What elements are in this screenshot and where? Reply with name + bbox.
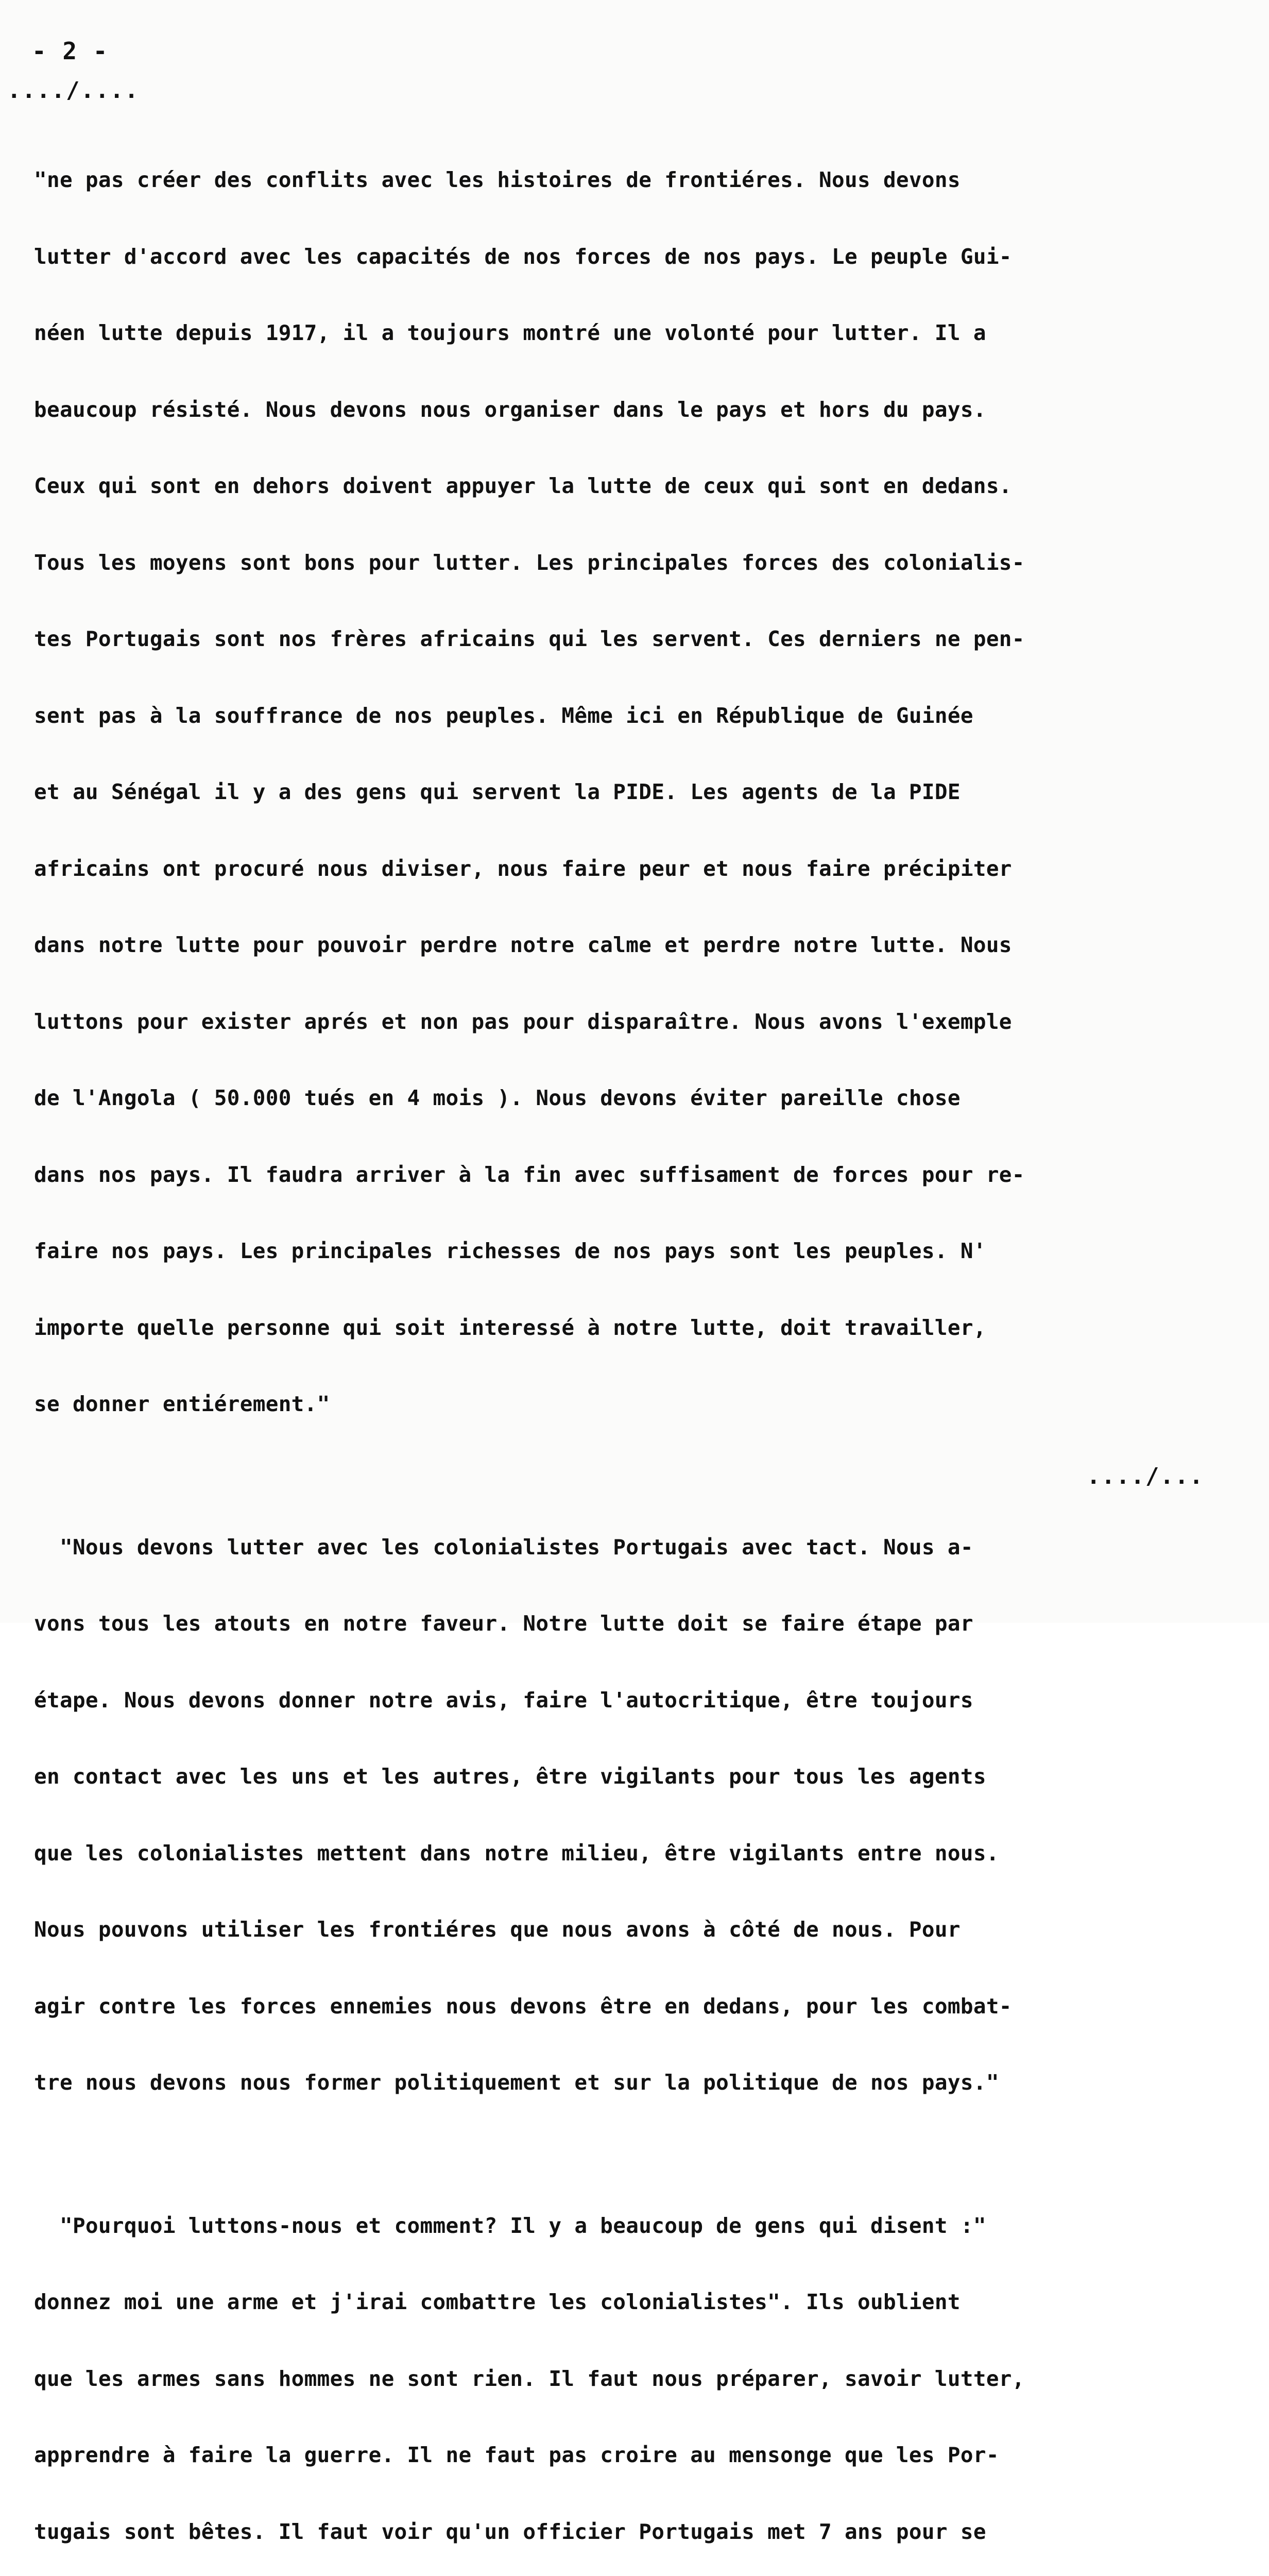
text-line: africains ont procuré nous diviser, nous faire peur et nous faire précipiter [34, 856, 1249, 882]
text-line: Ceux qui sont en dehors doivent appuyer la lutte de ceux qui sont en dedans. [34, 473, 1249, 499]
text-line: se donner entiérement." [34, 1392, 1249, 1417]
text-line: apprendre à faire la guerre. Il ne faut pas croire au mensonge que les Por- [34, 2443, 1249, 2468]
text-line: tugais sont bêtes. Il faut voir qu'un officier Portugais met 7 ans pour se [34, 2519, 1249, 2545]
text-line: tre nous devons nous former politiquement et sur la politique de nos pays." [34, 2070, 1249, 2096]
text-line: Nous pouvons utiliser les frontiéres que nous avons à côté de nous. Pour [34, 1917, 1249, 1943]
text-line: étape. Nous devons donner notre avis, faire l'autocritique, être toujours [34, 1688, 1249, 1714]
text-line: tes Portugais sont nos frères africains qui les servent. Ces derniers ne pen- [34, 626, 1249, 652]
text-line: vons tous les atouts en notre faveur. Notre lutte doit se faire étape par [34, 1611, 1249, 1637]
text-line: "Nous devons lutter avec les colonialistes Portugais avec tact. Nous a- [34, 1535, 1249, 1561]
text-line: dans nos pays. Il faudra arriver à la fin avec suffisament de forces pour re- [34, 1162, 1249, 1188]
text-line: dans notre lutte pour pouvoir perdre notre calme et perdre notre lutte. Nous [34, 933, 1249, 958]
text-line: et au Sénégal il y a des gens qui servent la PIDE. Les agents de la PIDE [34, 779, 1249, 805]
paragraph [34, 116, 1249, 1468]
continuation-marker-top: ..../.... [7, 77, 139, 104]
text-line: "ne pas créer des conflits avec les histoires de frontiéres. Nous devons [34, 167, 1249, 193]
text-line: sent pas à la souffrance de nos peuples. Même ici en République de Guinée [34, 703, 1249, 729]
document-body [34, 116, 1249, 2576]
text-line: Tous les moyens sont bons pour lutter. Les principales forces des colonialis- [34, 550, 1249, 576]
text-line: que les armes sans hommes ne sont rien. Il faut nous préparer, savoir lutter, [34, 2366, 1249, 2392]
text-line: importe quelle personne qui soit interessé à notre lutte, doit travailler, [34, 1315, 1249, 1341]
text-line: néen lutte depuis 1917, il a toujours montré une volonté pour lutter. Il a [34, 320, 1249, 346]
text-line: beaucoup résisté. Nous devons nous organiser dans le pays et hors du pays. [34, 397, 1249, 423]
text-line: "Pourquoi luttons-nous et comment? Il y a beaucoup de gens qui disent :" [34, 2213, 1249, 2239]
text-line: en contact avec les uns et les autres, être vigilants pour tous les agents [34, 1764, 1249, 1790]
text-line: luttons pour exister aprés et non pas pour disparaître. Nous avons l'exemple [34, 1009, 1249, 1035]
paragraph [34, 2162, 1249, 2576]
text-line: donnez moi une arme et j'irai combattre les colonialistes". Ils oublient [34, 2290, 1249, 2315]
paragraph [34, 1484, 1249, 2147]
text-line: de l'Angola ( 50.000 tués en 4 mois ). Nous devons éviter pareille chose [34, 1086, 1249, 1111]
text-line: agir contre les forces ennemies nous devons être en dedans, pour les combat- [34, 1994, 1249, 2020]
text-line: lutter d'accord avec les capacités de nos forces de nos pays. Le peuple Gui- [34, 244, 1249, 270]
text-line: faire nos pays. Les principales richesses de nos pays sont les peuples. N' [34, 1239, 1249, 1264]
text-line: que les colonialistes mettent dans notre milieu, être vigilants entre nous. [34, 1841, 1249, 1867]
page-number: - 2 - [32, 37, 108, 65]
continuation-marker-bottom: ..../... [1087, 1463, 1204, 1489]
